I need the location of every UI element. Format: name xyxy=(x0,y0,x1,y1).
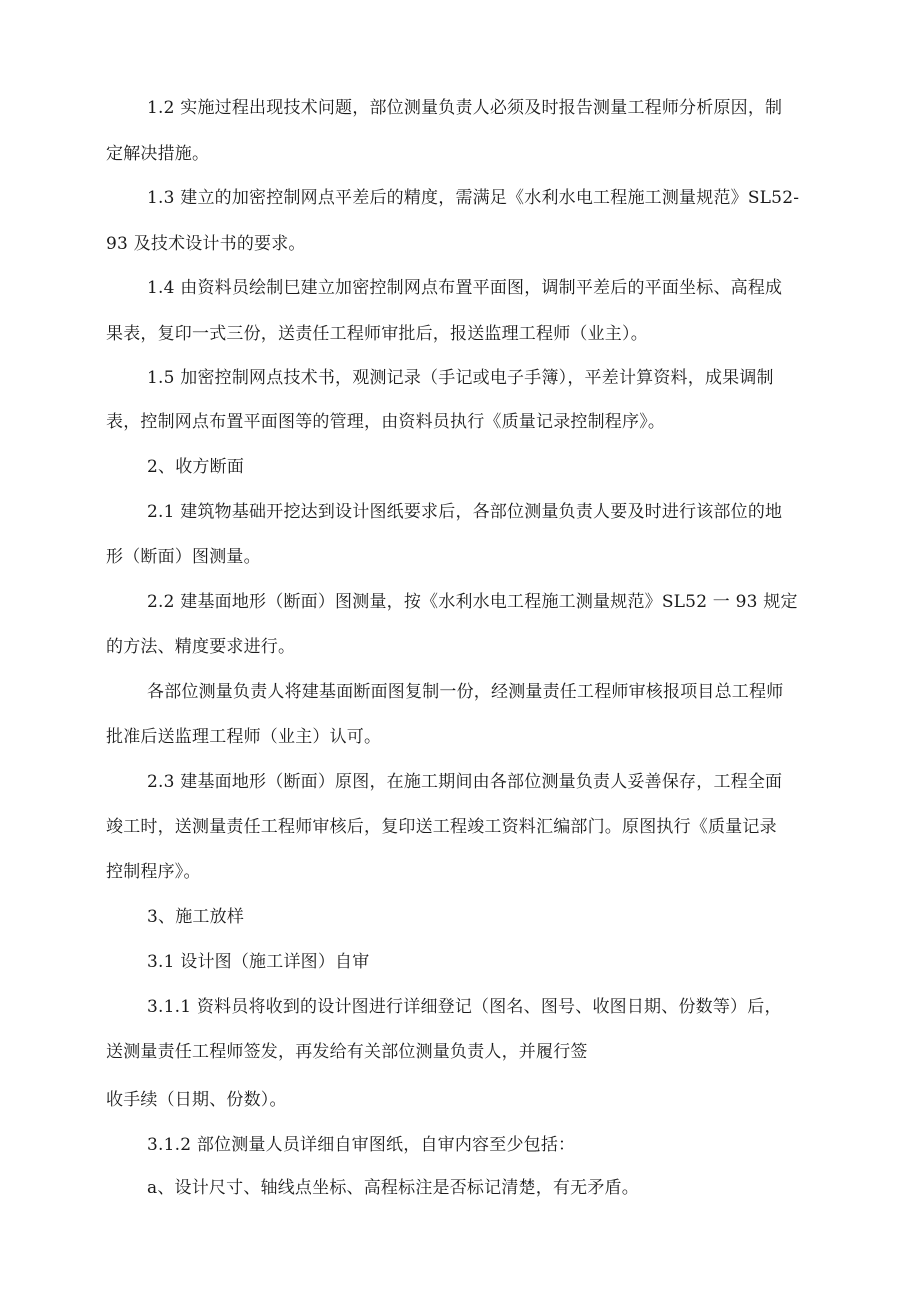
text-line: 表，控制网点布置平面图等的管理，由资料员执行《质量记录控制程序》。 xyxy=(106,412,666,432)
text-line: 收手续（日期、份数）。 xyxy=(106,1090,287,1110)
text-line: a、设计尺寸、轴线点坐标、高程标注是否标记清楚，有无矛盾。 xyxy=(147,1178,639,1198)
text-line: 的方法、精度要求进行。 xyxy=(106,637,296,657)
text-line: 2.3 建基面地形（断面）原图，在施工期间由各部位测量负责人妥善保存，工程全面 xyxy=(147,772,783,792)
text-line: 1.2 实施过程出现技术问题，部位测量负责人必须及时报告测量工程师分析原因，制 xyxy=(147,98,783,118)
text-line: 2.2 建基面地形（断面）图测量，按《水利水电工程施工测量规范》SL52 一 93 规定 xyxy=(147,592,798,612)
text-line: 竣工时，送测量责任工程师审核后，复印送工程竣工资料汇编部门。原图执行《质量记录 xyxy=(106,817,777,837)
text-line: 定解决措施。 xyxy=(106,144,210,164)
text-line: 控制程序》。 xyxy=(106,862,201,882)
text-line: 1.4 由资料员绘制巳建立加密控制网点布置平面图，调制平差后的平面坐标、高程成 xyxy=(147,278,783,298)
text-line: 送测量责任工程师签发，再发给有关部位测量负责人，并履行签 xyxy=(106,1042,588,1062)
text-line: 1.5 加密控制网点技术书，观测记录（手记或电子手簿），平差计算资料，成果调制 xyxy=(147,368,774,388)
text-line: 形（断面）图测量。 xyxy=(106,547,261,567)
text-line: 各部位测量负责人将建基面断面图复制一份，经测量责任工程师审核报项目总工程师 xyxy=(147,682,784,702)
text-line: 3.1.1 资料员将收到的设计图进行详细登记（图名、图号、收图日期、份数等）后， xyxy=(147,997,782,1017)
subsection-heading: 3.1 设计图（施工详图）自审 xyxy=(147,952,370,972)
text-line: 批准后送监理工程师（业主）认可。 xyxy=(106,727,382,747)
text-line: 2.1 建筑物基础开挖达到设计图纸要求后，各部位测量负责人要及时进行该部位的地 xyxy=(147,502,783,522)
section-heading: 2、收方断面 xyxy=(147,457,245,477)
text-line: 93 及技术设计书的要求。 xyxy=(106,234,306,254)
text-line: 果表，复印一式三份，送责任工程师审批后，报送监理工程师（业主）。 xyxy=(106,324,648,344)
text-line: 3.1.2 部位测量人员详细自审图纸，自审内容至少包括： xyxy=(147,1135,576,1155)
text-line: 1.3 建立的加密控制网点平差后的精度，需满足《水利水电工程施工测量规范》SL52- xyxy=(147,188,800,208)
section-heading: 3、施工放样 xyxy=(147,907,245,927)
